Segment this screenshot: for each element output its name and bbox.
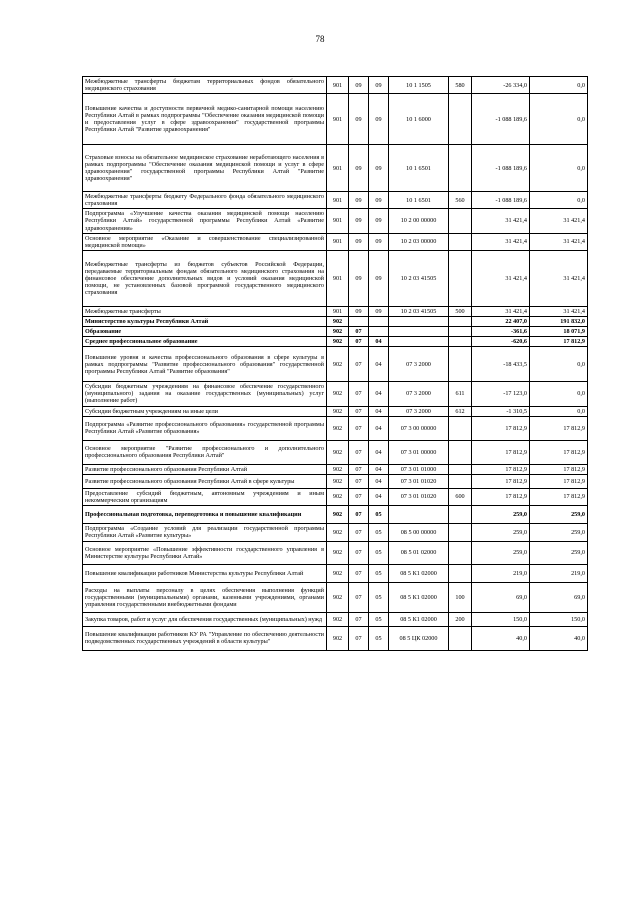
target-article: 07 3 01 01020 (389, 474, 449, 488)
subsection-code: 04 (369, 440, 389, 464)
subsection-code: 04 (369, 337, 389, 347)
section-code: 07 (349, 347, 369, 382)
target-article (389, 327, 449, 337)
amount-change: 17 812,9 (472, 416, 530, 440)
amount-change: -1 088 189,6 (472, 192, 530, 209)
amount-change: 31 421,4 (472, 209, 530, 233)
amount-change: -1 088 189,6 (472, 145, 530, 192)
ved-code: 902 (327, 337, 349, 347)
amount-change: 259,0 (472, 523, 530, 541)
expense-type (449, 337, 472, 347)
target-article: 07 3 2000 (389, 406, 449, 416)
subsection-code (369, 327, 389, 337)
section-code: 09 (349, 192, 369, 209)
target-article: 08 5 К1 02000 (389, 564, 449, 582)
expense-type (449, 523, 472, 541)
ved-code: 902 (327, 626, 349, 650)
row-name: Межбюджетные трансферты бюджету Федерального фонда обязательного медицинского страхования (83, 192, 327, 209)
amount-total: 69,0 (530, 582, 588, 612)
amount-change: 259,0 (472, 541, 530, 564)
amount-total: 17 812,9 (530, 337, 588, 347)
row-name: Основное мероприятие «Оказание и совершенствование специализированной медицинской помощи» (83, 233, 327, 250)
target-article: 10 1 6501 (389, 145, 449, 192)
subsection-code: 04 (369, 464, 389, 474)
section-code: 09 (349, 145, 369, 192)
row-name: Межбюджетные трансферты из бюджетов субъектов Российской Федерации, передаваемые территориальным фондам обязательного медицинского страхования на финансовое обеспечение дополнительных видов и условий оказания медицинской помощи, не установленных базовой программой государственного медицинского страхования (83, 250, 327, 306)
table-row (83, 406, 588, 416)
ved-code: 902 (327, 316, 349, 326)
row-name: Повышение квалификации работников КУ РА "Управление по обеспечению деятельности подведомственных государственных учреждений в области культуры" (83, 626, 327, 650)
subsection-code: 09 (369, 94, 389, 145)
expense-type (449, 316, 472, 326)
amount-change: -361,6 (472, 327, 530, 337)
row-name: Субсидии бюджетным учреждениям на иные цели (83, 406, 327, 416)
row-name: Министерство культуры Республики Алтай (83, 316, 327, 326)
amount-total: 31 421,4 (530, 209, 588, 233)
section-code: 09 (349, 233, 369, 250)
target-article (389, 316, 449, 326)
amount-total: 17 812,9 (530, 488, 588, 505)
row-name: Образование (83, 327, 327, 337)
table-row (83, 505, 588, 523)
target-article: 07 3 01 01020 (389, 488, 449, 505)
ved-code: 902 (327, 382, 349, 406)
ved-code: 901 (327, 192, 349, 209)
amount-total: 31 421,4 (530, 306, 588, 316)
target-article: 10 1 6000 (389, 94, 449, 145)
page-number: 78 (315, 34, 325, 44)
ved-code: 902 (327, 464, 349, 474)
section-code: 07 (349, 582, 369, 612)
amount-change: -17 123,0 (472, 382, 530, 406)
amount-change: 31 421,4 (472, 250, 530, 306)
subsection-code: 05 (369, 612, 389, 626)
amount-change: 40,0 (472, 626, 530, 650)
ved-code: 902 (327, 612, 349, 626)
section-code: 07 (349, 474, 369, 488)
amount-total: 17 812,9 (530, 440, 588, 464)
table-row (83, 582, 588, 612)
table-row (83, 488, 588, 505)
ved-code: 902 (327, 505, 349, 523)
amount-change: 69,0 (472, 582, 530, 612)
amount-change: 31 421,4 (472, 233, 530, 250)
target-article: 07 3 00 00000 (389, 416, 449, 440)
ved-code: 902 (327, 327, 349, 337)
row-name: Субсидии бюджетным учреждениям на финансовое обеспечение государственного (муниципального) задания на оказание государственных (муниципальных) услуг (выполнение работ) (83, 382, 327, 406)
ved-code: 902 (327, 564, 349, 582)
target-article: 10 2 03 41505 (389, 306, 449, 316)
table-row (83, 337, 588, 347)
subsection-code: 09 (369, 250, 389, 306)
expense-type: 600 (449, 488, 472, 505)
target-article: 08 5 00 00000 (389, 523, 449, 541)
section-code: 07 (349, 505, 369, 523)
expense-type (449, 327, 472, 337)
amount-change: 219,0 (472, 564, 530, 582)
section-code: 09 (349, 306, 369, 316)
ved-code: 902 (327, 488, 349, 505)
subsection-code: 04 (369, 406, 389, 416)
row-name: Межбюджетные трансферты (83, 306, 327, 316)
row-name: Расходы на выплаты персоналу в целях обеспечения выполнения функций государственными (муниципальными) органами, казенными учреждениями, органами управления государственными внебюджетными фондами (83, 582, 327, 612)
row-name: Развитие профессионального образования Республики Алтай в сфере культуры (83, 474, 327, 488)
expense-type (449, 440, 472, 464)
target-article (389, 337, 449, 347)
table-row (83, 564, 588, 582)
expense-type (449, 347, 472, 382)
amount-total: 191 832,0 (530, 316, 588, 326)
ved-code: 902 (327, 582, 349, 612)
table-row (83, 145, 588, 192)
target-article: 07 3 2000 (389, 347, 449, 382)
subsection-code: 04 (369, 416, 389, 440)
subsection-code: 05 (369, 626, 389, 650)
target-article: 10 2 00 00000 (389, 209, 449, 233)
table-row (83, 306, 588, 316)
row-name: Основное мероприятие "Развитие профессионального и дополнительного профессионального образования Республики Алтай" (83, 440, 327, 464)
row-name: Подпрограмма «Улучшение качества оказания медицинской помощи населению Республики Алтай» государственной программы Республики Алтай «Развитие здравоохранения» (83, 209, 327, 233)
expense-type: 200 (449, 612, 472, 626)
section-code: 07 (349, 541, 369, 564)
row-name: Межбюджетные трансферты бюджетам территориальных фондов обязательного медицинского страхования (83, 77, 327, 94)
amount-change: -1 088 189,6 (472, 94, 530, 145)
section-code: 07 (349, 626, 369, 650)
ved-code: 901 (327, 145, 349, 192)
amount-change: 150,0 (472, 612, 530, 626)
section-code: 07 (349, 416, 369, 440)
expense-type (449, 94, 472, 145)
table-row (83, 316, 588, 326)
row-name: Закупка товаров, работ и услуг для обеспечения государственных (муниципальных) нужд (83, 612, 327, 626)
amount-total: 259,0 (530, 505, 588, 523)
budget-table (82, 76, 588, 651)
table-row (83, 327, 588, 337)
expense-type (449, 626, 472, 650)
amount-change: 31 421,4 (472, 306, 530, 316)
table-row (83, 192, 588, 209)
ved-code: 902 (327, 416, 349, 440)
ved-code: 902 (327, 541, 349, 564)
table-row (83, 77, 588, 94)
section-code: 07 (349, 406, 369, 416)
section-code: 09 (349, 209, 369, 233)
row-name: Страховые взносы на обязательное медицинское страхование неработающего населения в рамках подпрограммы "Обеспечение оказания медицинской помощи и услуг в сфере здравоохранения" государственной программы Республики Алтай "Развитие здравоохранения" (83, 145, 327, 192)
row-name: Среднее профессиональное образование (83, 337, 327, 347)
expense-type (449, 145, 472, 192)
target-article: 08 5 01 02000 (389, 541, 449, 564)
section-code: 09 (349, 94, 369, 145)
amount-total: 31 421,4 (530, 250, 588, 306)
subsection-code: 09 (369, 145, 389, 192)
ved-code: 901 (327, 94, 349, 145)
target-article: 10 2 03 41505 (389, 250, 449, 306)
subsection-code: 09 (369, 77, 389, 94)
subsection-code: 05 (369, 541, 389, 564)
subsection-code: 05 (369, 582, 389, 612)
target-article: 10 1 1505 (389, 77, 449, 94)
section-code: 07 (349, 327, 369, 337)
expense-type (449, 209, 472, 233)
subsection-code: 05 (369, 564, 389, 582)
amount-change: 17 812,9 (472, 440, 530, 464)
target-article: 07 3 2000 (389, 382, 449, 406)
table-row (83, 612, 588, 626)
table-row (83, 440, 588, 464)
section-code (349, 316, 369, 326)
amount-total: 259,0 (530, 523, 588, 541)
amount-total: 17 812,9 (530, 474, 588, 488)
target-article: 07 3 01 00000 (389, 440, 449, 464)
amount-total: 0,0 (530, 77, 588, 94)
expense-type (449, 564, 472, 582)
subsection-code: 09 (369, 233, 389, 250)
table-row (83, 233, 588, 250)
amount-total: 17 812,9 (530, 464, 588, 474)
amount-total: 0,0 (530, 347, 588, 382)
row-name: Основное мероприятие «Повышение эффективности государственного управления в Министерстве культуры Республики Алтай» (83, 541, 327, 564)
amount-total: 259,0 (530, 541, 588, 564)
amount-change: 17 812,9 (472, 464, 530, 474)
ved-code: 901 (327, 209, 349, 233)
section-code: 09 (349, 77, 369, 94)
target-article: 10 2 03 00000 (389, 233, 449, 250)
amount-total: 0,0 (530, 94, 588, 145)
section-code: 07 (349, 382, 369, 406)
section-code: 07 (349, 488, 369, 505)
subsection-code: 04 (369, 382, 389, 406)
amount-total: 0,0 (530, 145, 588, 192)
target-article: 08 5 К1 02000 (389, 612, 449, 626)
target-article (389, 505, 449, 523)
table-row (83, 209, 588, 233)
subsection-code: 05 (369, 523, 389, 541)
expense-type: 100 (449, 582, 472, 612)
row-name: Повышение качества и доступности первичной медико-санитарной помощи населению Республики Алтай в рамках подпрограммы "Обеспечение оказания медицинской помощи и предоставления услуг в сфере здравоохранения" государственной программы Республики Алтай "Развитие здравоохранения" (83, 94, 327, 145)
subsection-code: 05 (369, 505, 389, 523)
table-row (83, 94, 588, 145)
section-code: 07 (349, 564, 369, 582)
row-name: Подпрограмма «Создание условий для реализации государственной программы Республики Алтай «Развитие культуры» (83, 523, 327, 541)
amount-total: 31 421,4 (530, 233, 588, 250)
amount-change: 259,0 (472, 505, 530, 523)
amount-change: 22 407,0 (472, 316, 530, 326)
subsection-code: 04 (369, 347, 389, 382)
ved-code: 901 (327, 77, 349, 94)
amount-change: 17 812,9 (472, 488, 530, 505)
table-row (83, 347, 588, 382)
amount-total: 17 812,9 (530, 416, 588, 440)
expense-type: 612 (449, 406, 472, 416)
amount-total: 18 071,9 (530, 327, 588, 337)
row-name: Повышение уровня и качества профессионального образования в сфере культуры в рамках подпрограммы "Развитие профессионального образования" государственной программы Республики Алтай "Развитие образования" (83, 347, 327, 382)
amount-total: 150,0 (530, 612, 588, 626)
subsection-code: 09 (369, 192, 389, 209)
row-name: Предоставление субсидий бюджетным, автономным учреждениям и иным некоммерческим организациям (83, 488, 327, 505)
section-code: 07 (349, 464, 369, 474)
table-row (83, 416, 588, 440)
ved-code: 902 (327, 440, 349, 464)
subsection-code (369, 316, 389, 326)
target-article: 10 1 6501 (389, 192, 449, 209)
ved-code: 902 (327, 347, 349, 382)
section-code: 07 (349, 612, 369, 626)
expense-type (449, 250, 472, 306)
expense-type: 500 (449, 306, 472, 316)
target-article: 08 5 К1 02000 (389, 582, 449, 612)
expense-type (449, 233, 472, 250)
amount-change: -18 433,5 (472, 347, 530, 382)
subsection-code: 09 (369, 306, 389, 316)
subsection-code: 09 (369, 209, 389, 233)
section-code: 09 (349, 250, 369, 306)
table-row (83, 626, 588, 650)
expense-type (449, 541, 472, 564)
expense-type (449, 464, 472, 474)
table-row (83, 464, 588, 474)
ved-code: 901 (327, 250, 349, 306)
expense-type: 580 (449, 77, 472, 94)
amount-change: -1 310,5 (472, 406, 530, 416)
ved-code: 901 (327, 306, 349, 316)
ved-code: 902 (327, 406, 349, 416)
subsection-code: 04 (369, 488, 389, 505)
row-name: Профессиональная подготовка, переподготовка и повышение квалификации (83, 505, 327, 523)
section-code: 07 (349, 337, 369, 347)
amount-total: 0,0 (530, 382, 588, 406)
expense-type (449, 505, 472, 523)
amount-total: 0,0 (530, 406, 588, 416)
expense-type: 560 (449, 192, 472, 209)
row-name: Повышение квалификации работников Министерства культуры Республики Алтай (83, 564, 327, 582)
amount-total: 0,0 (530, 192, 588, 209)
amount-total: 219,0 (530, 564, 588, 582)
ved-code: 902 (327, 474, 349, 488)
ved-code: 902 (327, 523, 349, 541)
target-article: 08 5 ЦК 02000 (389, 626, 449, 650)
row-name: Подпрограмма «Развитие профессионального образования» государственной программы Республики Алтай «Развитие образования» (83, 416, 327, 440)
row-name: Развитие профессионального образования Республики Алтай (83, 464, 327, 474)
table-row (83, 250, 588, 306)
table-row (83, 541, 588, 564)
table-row (83, 382, 588, 406)
ved-code: 901 (327, 233, 349, 250)
expense-type: 611 (449, 382, 472, 406)
amount-change: -620,6 (472, 337, 530, 347)
section-code: 07 (349, 440, 369, 464)
amount-change: -26 334,0 (472, 77, 530, 94)
expense-type (449, 416, 472, 440)
table-row (83, 523, 588, 541)
target-article: 07 3 01 01000 (389, 464, 449, 474)
amount-total: 40,0 (530, 626, 588, 650)
section-code: 07 (349, 523, 369, 541)
table-row (83, 474, 588, 488)
subsection-code: 04 (369, 474, 389, 488)
expense-type (449, 474, 472, 488)
amount-change: 17 812,9 (472, 474, 530, 488)
